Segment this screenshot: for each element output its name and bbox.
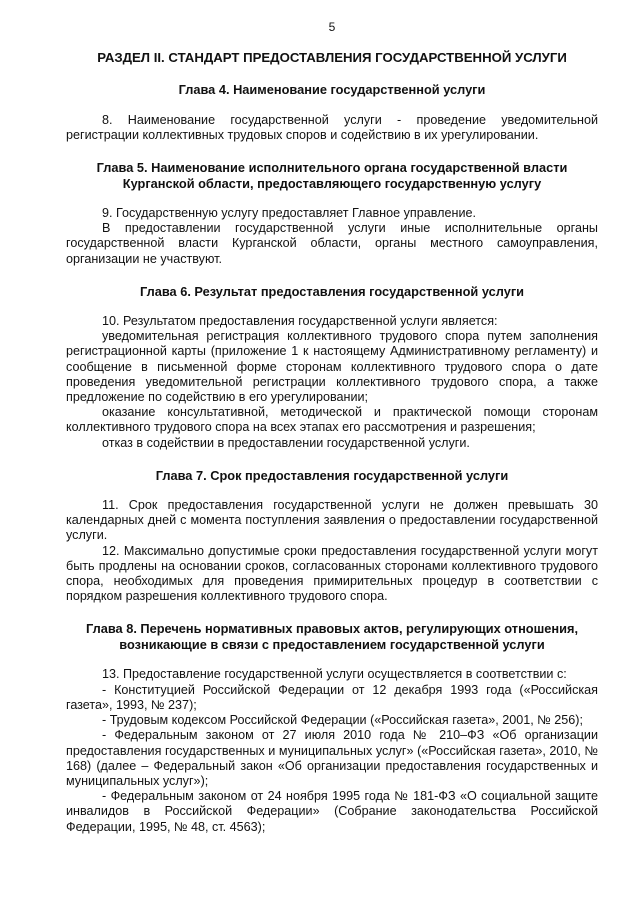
chapter-6 xyxy=(66,284,598,451)
chapter-7 xyxy=(66,468,598,605)
page-number: 5 xyxy=(328,20,336,34)
chapter-title: Глава 6. Результат предоставления государственной услуги xyxy=(139,283,525,299)
chapter-5 xyxy=(66,160,598,267)
list-item: - Федеральным законом от 27 июля 2010 года № 210–ФЗ «Об организации предоставления государственных и муниципальных услуг» («Российская газета», 2010, № 168) (далее – Федеральный закон «Об организации предоставления государственных и муниципальных услуг»); xyxy=(66,728,598,788)
paragraph: 10. Результатом предоставления государственной услуги является: xyxy=(102,314,498,329)
paragraph: В предоставлении государственной услуги иные исполнительные органы государственной власти Курганской области, органы местного самоуправления, организации не участвуют. xyxy=(66,221,598,266)
chapter-8 xyxy=(66,621,598,834)
chapter-title: Глава 7. Срок предоставления государственной услуги xyxy=(155,467,509,483)
chapter-title: Глава 8. Перечень нормативных правовых актов, регулирующих отношения, возникающие в связи с предоставлением государственной услуги xyxy=(85,621,579,652)
paragraph: 12. Максимально допустимые сроки предоставления государственной услуги могут быть продлены на основании сроков, согласованных сторонами коллективного трудового спора, необходимых для проведения примирительных процедур в соответствии с порядком разрешения коллективного трудового спора. xyxy=(66,543,598,604)
list-item: - Конституцией Российской Федерации от 12 декабря 1993 года («Российская газета», 1993, № 237); xyxy=(66,682,598,712)
paragraph: отказ в содействии в предоставлении государственной услуги. xyxy=(102,435,470,450)
paragraph: 9. Государственную услугу предоставляет Главное управление. xyxy=(102,206,477,221)
chapter-title: Глава 4. Наименование государственной услуги xyxy=(178,82,486,98)
list-item: - Трудовым кодексом Российской Федерации («Российская газета», 2001, № 256); xyxy=(102,713,583,728)
paragraph: 8. Наименование государственной услуги - проведение уведомительной регистрации коллективных трудовых споров и содействию в их урегулировании. xyxy=(66,112,598,142)
paragraph: 11. Срок предоставления государственной услуги не должен превышать 30 календарных дней с момента поступления заявления о предоставлении государственной услуги. xyxy=(66,498,598,543)
paragraph: уведомительная регистрация коллективного трудового спора путем заполнения регистрационной карты (приложение 1 к настоящему Административному регламенту) и сообщение в письменной форме сторонам коллективного трудового спора о дате проведения уведомительной регистрации коллективного трудового спора, а также предложение по содействию в его урегулировании; xyxy=(66,329,598,405)
paragraph: 13. Предоставление государственной услуги осуществляется в соответствии с: xyxy=(102,667,567,682)
chapter-4 xyxy=(66,82,598,143)
paragraph: оказание консультативной, методической и практической помощи сторонам коллективного трудового спора на всех этапах его рассмотрения и разрешения; xyxy=(66,405,598,435)
section-title: РАЗДЕЛ II. СТАНДАРТ ПРЕДОСТАВЛЕНИЯ ГОСУДАРСТВЕННОЙ УСЛУГИ xyxy=(97,50,567,66)
list-item: - Федеральным законом от 24 ноября 1995 года № 181-ФЗ «О социальной защите инвалидов в Российской Федерации» (Собрание законодательства Российской Федерации, 1995, № 48, ст. 4563); xyxy=(66,789,598,834)
chapter-title: Глава 5. Наименование исполнительного органа государственной власти Курганской области, предоставляющего государственную услугу xyxy=(96,160,568,191)
